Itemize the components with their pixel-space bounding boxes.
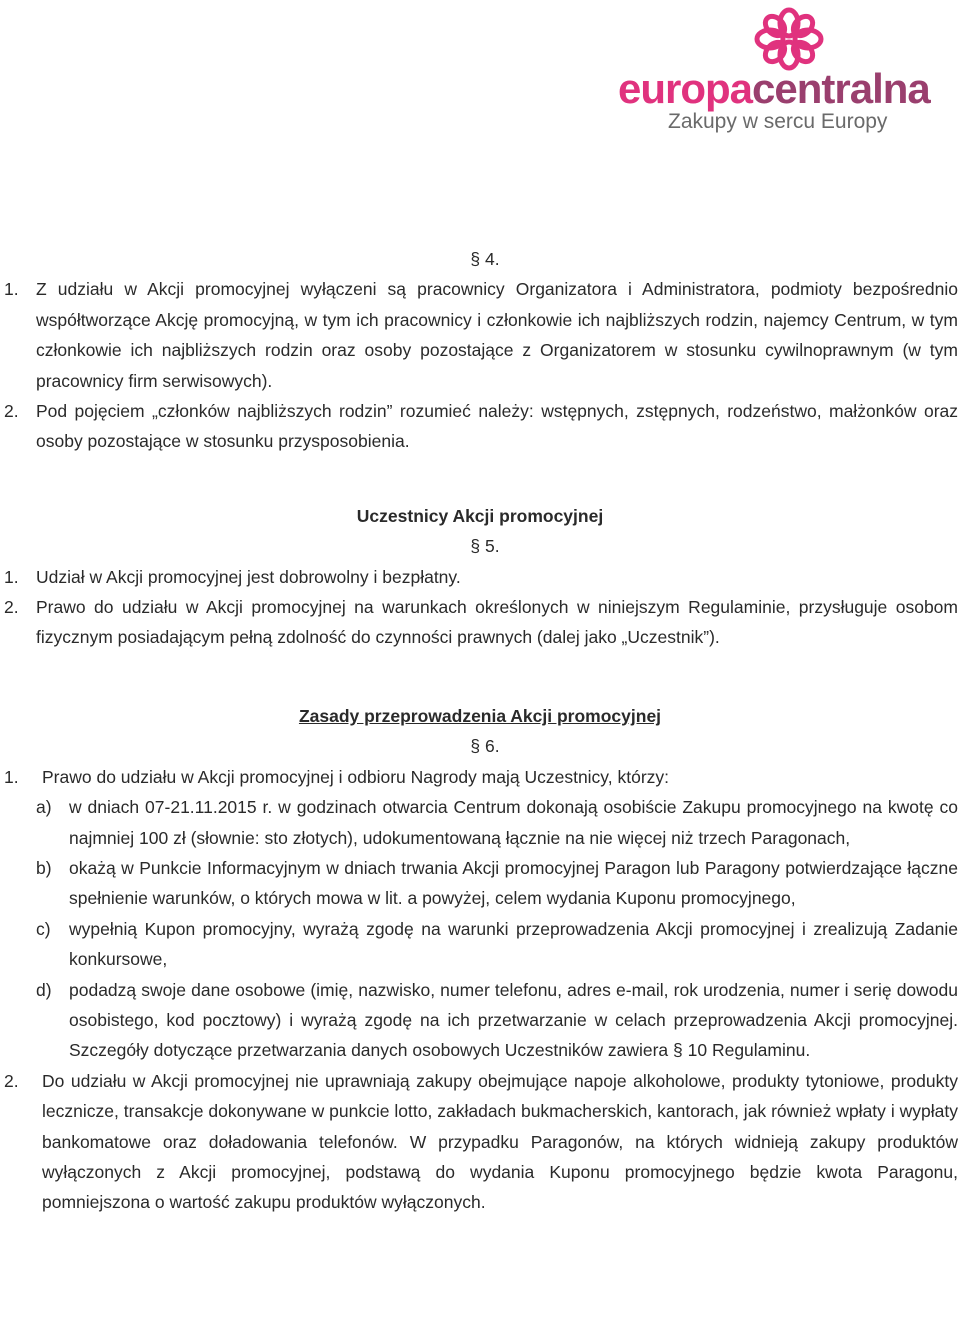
section-4-title: § 4. [470, 249, 500, 269]
sec6-item-1 [0, 762, 960, 792]
section-5-heading: Uczestnicy Akcji promocyjnej [356, 505, 604, 526]
logo-wordmark [610, 66, 960, 112]
subitem-text: wypełnią Kupon promocyjny, wyrażą zgodę na warunki przeprowadzenia Akcji promocyjnej i zrealizują Zadanie konkursowe, [69, 918, 958, 970]
sec6-subitem-c [0, 914, 960, 975]
item-number: 2. [4, 401, 19, 422]
logo-tagline: Zakupy w sercu Europy [668, 110, 888, 133]
subitem-letter: d) [36, 979, 52, 1000]
sec5-item-1 [0, 562, 960, 592]
item-text: Do udziału w Akcji promocyjnej nie uprawniają zakupy obejmujące napoje alkoholowe, produkty tytoniowe, produkty lecznicze, transakcje dokonywane w punkcie lotto, zakładach bukmacherskich, kantorach, jak również wpłaty i wypłaty bankomatowe oraz doładowania telefonów. W przypadku Paragonów, na których widnieją zakupy produktów wyłączonych z Akcji promocyjnej, podstawą do wydania Kuponu promocyjnego będzie kwota Paragonu, pomniejszona o wartość zakupu produktów wyłączonych. [42, 1070, 958, 1213]
item-number: 2. [4, 1070, 19, 1091]
flower-icon [750, 6, 828, 72]
sec4-item-1 [0, 274, 960, 396]
subitem-letter: c) [36, 918, 51, 939]
sec5-item-2 [0, 592, 960, 653]
section-6-title: § 6. [470, 736, 500, 757]
sec6-subitem-d [0, 975, 960, 1066]
item-number: 1. [4, 766, 19, 787]
item-text: Prawo do udziału w Akcji promocyjnej i odbioru Nagrody mają Uczestnicy, którzy: [42, 766, 670, 787]
brand-logo [610, 0, 960, 140]
sec4-item-2 [0, 396, 960, 457]
subitem-text: podadzą swoje dane osobowe (imię, nazwisko, numer telefonu, adres e-mail, rok urodzenia, numer i serię dowodu osobistego, kod pocztowy) i wyrażą zgodę na ich przetwarzanie w celach przeprowadzenia Akcji promocyjnej. Szczegóły dotyczące przetwarzania danych osobowych Uczestników zawiera § 10 Regulaminu. [69, 979, 958, 1061]
item-number: 2. [4, 597, 19, 618]
subitem-text: okażą w Punkcie Informacyjnym w dniach trwania Akcji promocyjnej Paragon lub Paragony potwierdzające łączne spełnienie warunków, o których mowa w lit. a powyżej, celem wydania Kuponu promocyjnego, [69, 857, 958, 909]
logo-word-centralna: centralna [752, 65, 930, 112]
logo-word-europa: europa [618, 65, 753, 112]
item-number: 1. [4, 566, 19, 587]
sec6-subitem-a [0, 792, 960, 853]
item-text: Pod pojęciem „członków najbliższych rodzin” rozumieć należy: wstępnych, zstępnych, rodzeństwo, małżonków oraz osoby pozostające w stosunku przysposobienia. [36, 401, 958, 452]
subitem-letter: a) [36, 797, 52, 818]
section-5-title: § 5. [470, 536, 500, 557]
subitem-text: w dniach 07-21.11.2015 r. w godzinach otwarcia Centrum dokonają osobiście Zakupu promocyjnego na kwotę co najmniej 100 zł (słownie: sto złotych), udokumentowaną łącznie na nie więcej niż trzech Paragonach, [69, 797, 958, 848]
regulation-document [0, 244, 960, 1218]
sec6-item-2 [0, 1066, 960, 1218]
item-number: 1. [4, 279, 19, 300]
subitem-letter: b) [36, 857, 52, 878]
item-text: Prawo do udziału w Akcji promocyjnej na warunkach określonych w niniejszym Regulaminie, przysługuje osobom fizycznym posiadającym pełną zdolność do czynności prawnych (dalej jako „Uczestnik”). [36, 597, 958, 648]
section-6-heading: Zasady przeprowadzenia Akcji promocyjnej [298, 705, 662, 726]
sec6-subitem-b [0, 853, 960, 914]
item-text: Udział w Akcji promocyjnej jest dobrowolny i bezpłatny. [36, 566, 461, 587]
item-text: Z udziału w Akcji promocyjnej wyłączeni są pracownicy Organizatora i Administratora, podmioty bezpośrednio współtworzące Akcję promocyjną, w tym ich pracownicy i członkowie ich najbliższych rodzin, najemcy Centrum, w tym członkowie ich najbliższych rodzin oraz osoby pozostające z Organizatorem w stosunku cywilnoprawnym (w tym pracownicy firm serwisowych). [36, 279, 958, 391]
